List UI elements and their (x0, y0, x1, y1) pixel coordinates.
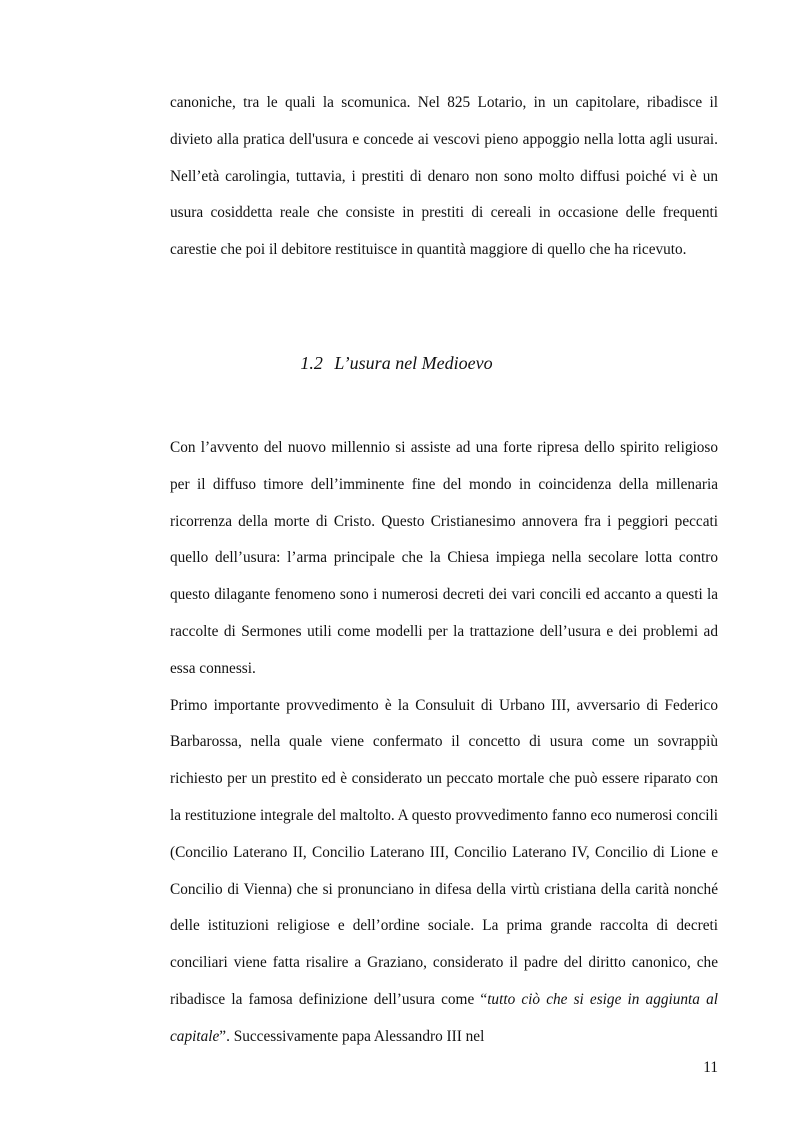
paragraph-2-text-end: ”. Successivamente papa Alessandro III nel (219, 1027, 485, 1045)
opening-text-block (170, 85, 718, 269)
body-paragraph-2 (170, 688, 718, 1056)
body-paragraph-1: Con l’avvento del nuovo millennio si assiste ad una forte ripresa dello spirito religioso per il diffuso timore dell’imminente fine del mondo in coincidenza della millenaria ricorrenza della morte di Cristo. Questo Cristianesimo annovera fra i peggiori peccati quello dell’usura: l’arma principale che la Chiesa impiega nella secolare lotta contro questo dilagante fenomeno sono i numerosi decreti dei vari concili ed accanto a questi la raccolte di Sermones utili come modelli per la trattazione dell’usura e dei problemi ad essa connessi. (170, 439, 718, 677)
page-number: 11 (703, 1059, 718, 1076)
paragraph-2-text-start: Primo importante provvedimento è la Consuluit di Urbano III, avversario di Federico Barbarossa, nella quale viene confermato il concetto di usura come un sovrappiù richiesto per un prestito ed è considerato un peccato mortale che può essere riparato con la restituzione integrale del maltolto. A questo provvedimento fanno eco numerosi concili (Concilio Laterano II, Concilio Laterano III, Concilio Laterano IV, Concilio di Lione e Concilio di Vienna) che si pronunciano in difesa della virtù cristiana della carità nonché delle istituzioni religiose e dell’ordine sociale. La prima grande raccolta di decreti conciliari viene fatta risalire a Graziano, considerato il padre del diritto canonico, che ribadisce la famosa definizione dell’usura come “ (170, 696, 718, 1008)
section-heading (0, 351, 793, 375)
section-body (170, 430, 718, 1056)
section-title: L’usura nel Medioevo (334, 353, 493, 373)
section-number: 1.2 (300, 353, 323, 373)
opening-paragraph: canoniche, tra le quali la scomunica. Nel 825 Lotario, in un capitolare, ribadisce il divieto alla pratica dell'usura e concede ai vescovi pieno appoggio nella lotta agli usurai. Nell’età carolingia, tuttavia, i prestiti di denaro non sono molto diffusi poiché vi è un usura cosiddetta reale che consiste in prestiti di cereali in occasione delle frequenti carestie che poi il debitore restituisce in quantità maggiore di quello che ha ricevuto. (170, 94, 718, 259)
italic-quotation: tutto ciò che si esige in aggiunta al capitale (170, 990, 718, 1045)
